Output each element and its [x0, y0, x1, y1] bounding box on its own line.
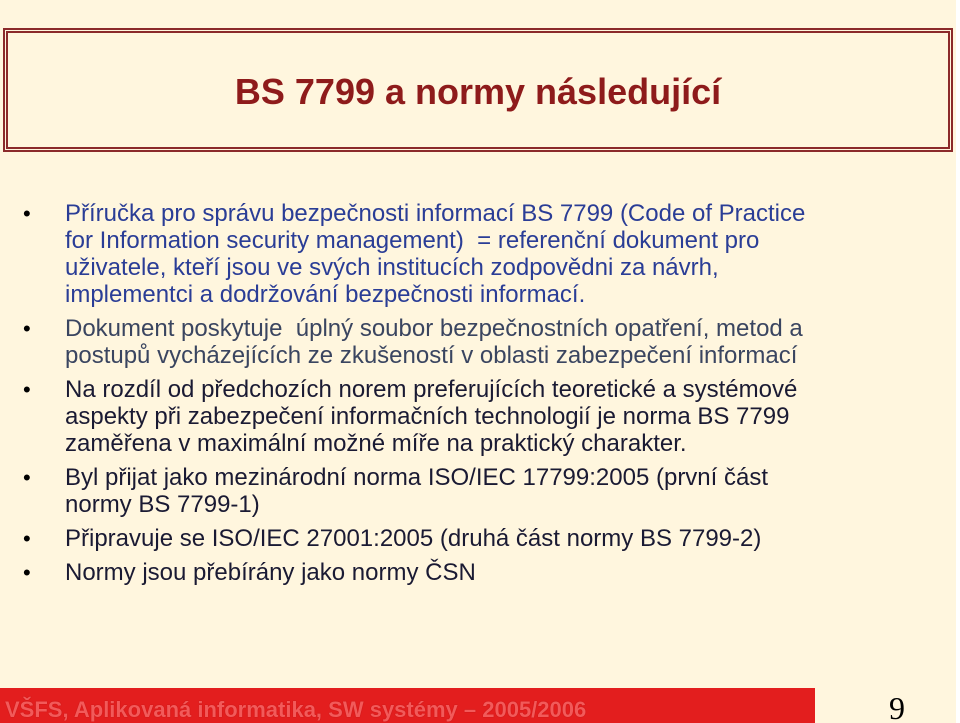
bullet-line: for Information security management) = referenční dokument pro	[65, 227, 760, 254]
bullet-dot-icon: •	[23, 465, 31, 490]
bullet-dot-icon: •	[23, 560, 31, 585]
bullet-item	[0, 464, 956, 518]
bullet-dot-icon: •	[23, 201, 31, 226]
bullet-line: aspekty při zabezpečení informačních technologií je norma BS 7799	[65, 403, 790, 430]
bullet-line: Byl přijat jako mezinárodní norma ISO/IEC 17799:2005 (první část	[65, 464, 769, 491]
bullet-item	[0, 559, 956, 586]
bullet-line: Na rozdíl od předchozích norem preferujících teoretické a systémové	[65, 376, 798, 403]
bullet-line: Normy jsou přebírány jako normy ČSN	[65, 559, 476, 586]
title-frame	[3, 28, 953, 152]
slide-title: BS 7799 a normy následující	[234, 71, 722, 112]
bullet-dot-icon: •	[23, 526, 31, 551]
bullet-item	[0, 376, 956, 457]
bullet-line: Příručka pro správu bezpečnosti informací BS 7799 (Code of Practice	[65, 200, 806, 227]
bullet-dot-icon: •	[23, 377, 31, 402]
bullet-item	[0, 315, 956, 369]
bullet-line: Připravuje se ISO/IEC 27001:2005 (druhá část normy BS 7799-2)	[65, 525, 762, 552]
bullet-line: Dokument poskytuje úplný soubor bezpečnostních opatření, metod a	[65, 315, 803, 342]
bullet-line: uživatele, kteří jsou ve svých institucích zodpovědni za návrh,	[65, 254, 719, 281]
bullet-item	[0, 525, 956, 552]
footer-text: VŠFS, Aplikovaná informatika, SW systémy – 2005/2006	[5, 697, 587, 722]
bullet-list	[0, 200, 956, 593]
bullet-item	[0, 200, 956, 308]
bullet-dot-icon: •	[23, 316, 31, 341]
bullet-line: zaměřena v maximální možné míře na praktický charakter.	[65, 430, 687, 457]
bullet-line: postupů vycházejících ze zkušeností v oblasti zabezpečení informací	[65, 342, 798, 369]
bullet-line: normy BS 7799-1)	[65, 491, 260, 518]
page-number: 9	[889, 690, 905, 723]
footer-band	[0, 688, 815, 723]
bullet-line: implementci a dodržování bezpečnosti informací.	[65, 281, 586, 308]
